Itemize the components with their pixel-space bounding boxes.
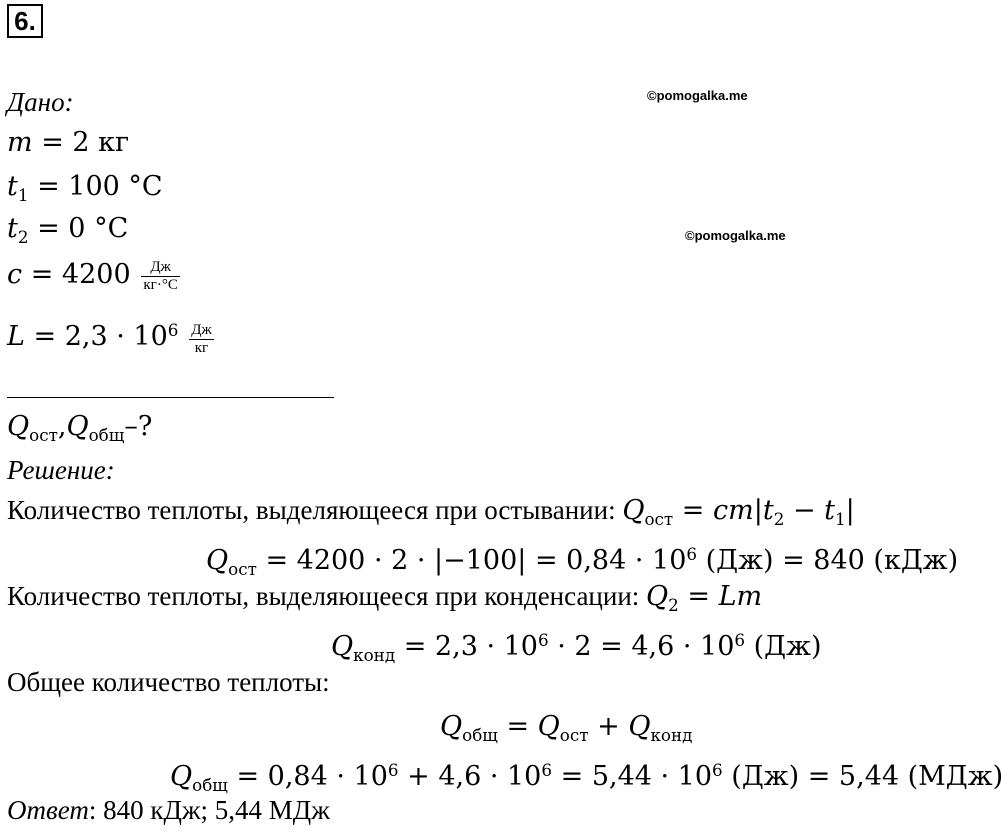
- fraction-c-unit: $\frac{Дж}{кг\cdot^\circ С}$: [143, 259, 178, 294]
- solution-line-2: $Q_{ост} = 4200 \cdot 2 \cdot |-100| = 0,84 \cdot 10^6$ (Дж) = 840 (кДж): [206, 544, 959, 580]
- solution-line-1: Количество теплоты, выделяющееся при остывании: $Q_{ост} = cm|t_2 - t_1|$: [7, 495, 855, 529]
- watermark: ©pomogalka.me: [685, 228, 786, 243]
- solution-heading: Решение:: [7, 455, 115, 485]
- given-L: $L = 2,3 \cdot 10^6$ $\frac{Дж}{кг}$: [7, 320, 212, 356]
- answer-label: Ответ: [7, 795, 89, 825]
- solution-line-6: $Q_{общ} = Q_{ост} + Q_{конд}$: [440, 711, 693, 745]
- solution-line-4: $Q_{конд} = 2,3 \cdot 10^6 \cdot 2 = 4,6 \cdot 10^6$ (Дж): [331, 630, 822, 666]
- given-t2: $t_2 = 0$ °C: [7, 213, 129, 247]
- solution-line-5: Общее количество теплоты:: [7, 667, 330, 697]
- solution-line-3: Количество теплоты, выделяющееся при конденсации: $Q_2 = Lm$: [7, 581, 763, 615]
- given-c: c = 4200 $\frac{Дж}{кг\cdot^\circ С}$: [7, 259, 178, 294]
- solution-line-7: $Q_{общ} = 0,84 \cdot 10^6 + 4,6 \cdot 10^6 = 5,44 \cdot 10^6$ (Дж) = 5,44 (МДж): [170, 760, 1003, 796]
- answer-text: : 840 кДж; 5,44 МДж: [88, 795, 330, 825]
- given-t1: $t_1 = 100$ °C: [7, 171, 163, 205]
- find-quantities: $Q_{ост},Q_{общ}-$?: [7, 411, 153, 445]
- fraction-L-unit: $\frac{Дж}{кг}$: [191, 321, 212, 356]
- given-heading: Дано:: [7, 87, 74, 117]
- answer-line: [7, 792, 330, 828]
- problem-number: 6.: [7, 4, 43, 38]
- watermark: ©pomogalka.me: [647, 88, 748, 103]
- given-m: m = 2 кг: [7, 127, 130, 158]
- divider-line: [7, 397, 334, 398]
